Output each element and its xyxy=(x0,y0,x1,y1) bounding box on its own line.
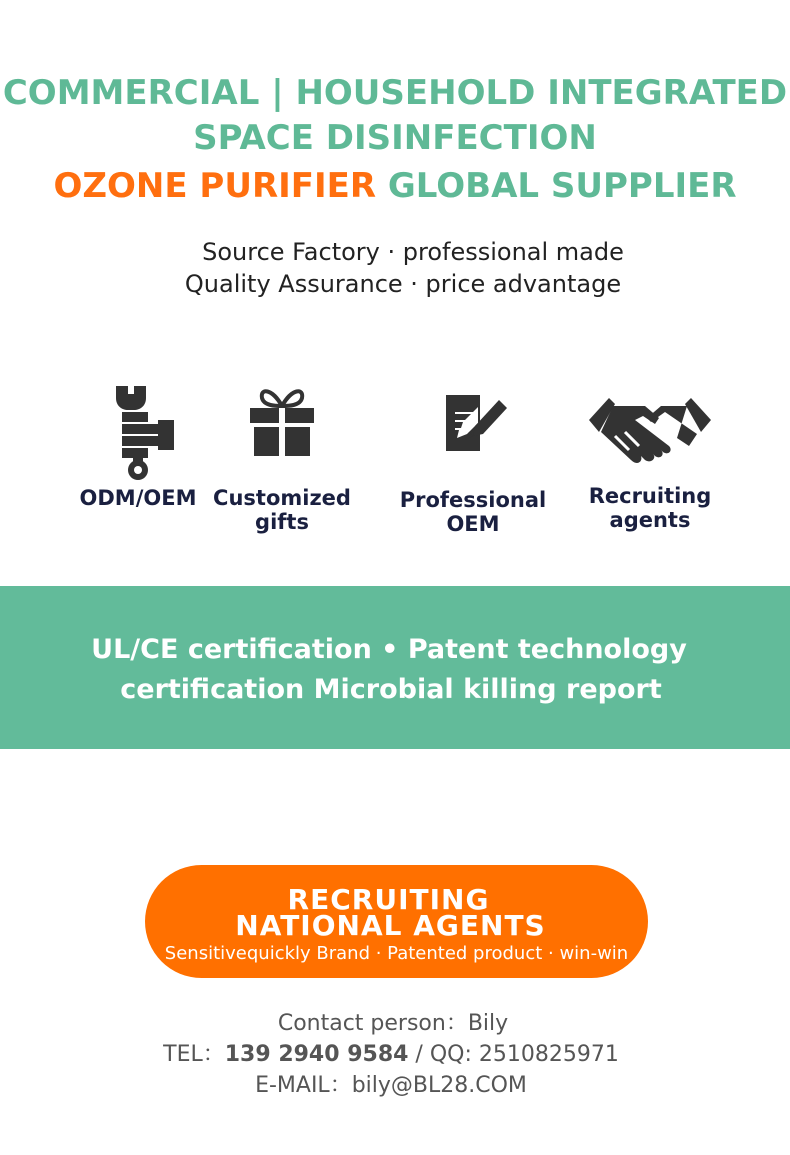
feature-row xyxy=(0,380,790,550)
contact-person: Contact person：Bily xyxy=(277,1011,509,1036)
contact-email: E-MAIL：bily@BL28.COM xyxy=(255,1073,527,1098)
headline-line-1: COMMERCIAL | HOUSEHOLD INTEGRATED xyxy=(2,73,788,113)
headline-highlight: OZONE PURIFIER xyxy=(53,166,377,206)
feature-label: ODM/OEM xyxy=(79,486,197,510)
feature-label: Customized gifts xyxy=(213,486,351,534)
email-link[interactable]: bily@BL28.COM xyxy=(351,1073,527,1098)
recruiting-title-2: NATIONAL AGENTS xyxy=(235,909,546,942)
recruiting-agents-button[interactable] xyxy=(145,865,648,978)
feature-customized-gifts xyxy=(197,384,367,534)
qq-number: 2510825971 xyxy=(478,1042,619,1067)
contact-tel: TEL：139 2940 9584 / QQ: 2510825971 xyxy=(163,1042,619,1067)
certification-line-2: certification Microbial killing report xyxy=(120,674,662,705)
handshake-icon xyxy=(585,390,715,480)
gift-icon xyxy=(242,384,322,462)
headline-rest: GLOBAL SUPPLIER xyxy=(376,166,737,206)
feature-label: Recruiting agents xyxy=(588,484,712,532)
certification-line-1: UL/CE certification • Patent technology xyxy=(91,634,687,665)
tagline-2: Quality Assurance · price advantage xyxy=(184,270,622,298)
tel-number[interactable]: 139 2940 9584 xyxy=(224,1042,409,1067)
feature-professional-oem xyxy=(388,388,558,536)
contact-person-name: Bily xyxy=(467,1011,509,1036)
wrench-hand-icon xyxy=(98,380,178,480)
feature-recruiting-agents xyxy=(565,390,735,532)
recruiting-title-1: RECRUITING xyxy=(287,883,490,916)
recruiting-subtitle: Sensitivequickly Brand · Patented product · win-win xyxy=(164,943,629,964)
headline-line-3 xyxy=(0,163,790,209)
headline-line-2: SPACE DISINFECTION xyxy=(193,118,597,158)
document-edit-icon xyxy=(433,388,513,458)
feature-label: Professional OEM xyxy=(399,488,547,536)
tagline-1: Source Factory · professional made xyxy=(202,238,624,266)
certification-band xyxy=(0,586,790,749)
